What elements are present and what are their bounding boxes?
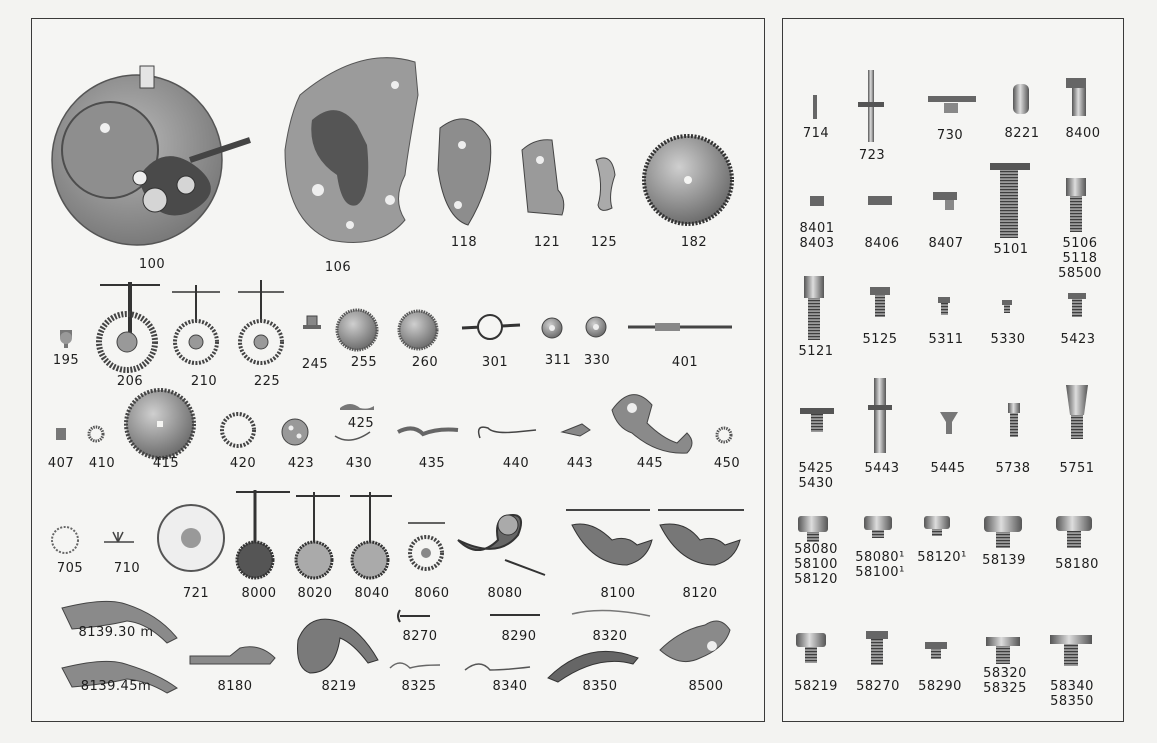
part-number-r58340 <box>1050 679 1094 709</box>
part-number-p423: 423 <box>287 456 315 471</box>
part-number-p330: 330 <box>583 353 611 368</box>
part-number-p106: 106 <box>324 260 352 275</box>
part-407 <box>56 428 66 440</box>
part-number-p210: 210 <box>190 374 218 389</box>
part-number-p311: 311 <box>544 353 572 368</box>
part-number-r5125: 5125 <box>862 332 898 347</box>
part-number-line: 58080¹ <box>855 550 905 565</box>
part-423 <box>282 419 308 445</box>
part-number-p425: 425 <box>347 416 375 431</box>
part-number-r58080 <box>794 542 838 587</box>
part-number-p450: 450 <box>713 456 741 471</box>
part-number-p118: 118 <box>450 235 478 250</box>
screw-8221 <box>1013 84 1029 114</box>
part-number-p8060: 8060 <box>414 586 450 601</box>
part-number-r58180: 58180 <box>1055 557 1099 572</box>
part-number-line: 58080 <box>794 542 838 557</box>
part-number-r5443: 5443 <box>864 461 900 476</box>
part-number-p8290: 8290 <box>501 629 537 644</box>
screw-8401 <box>810 196 824 206</box>
part-number-p8350: 8350 <box>582 679 618 694</box>
part-number-r5751: 5751 <box>1059 461 1095 476</box>
part-number-p195: 195 <box>52 353 80 368</box>
part-number-p445: 445 <box>636 456 664 471</box>
part-number-p401: 401 <box>671 355 699 370</box>
screw-8406 <box>868 196 892 205</box>
part-number-p8100: 8100 <box>600 586 636 601</box>
part-number-p705: 705 <box>56 561 84 576</box>
part-number-p8219: 8219 <box>321 679 357 694</box>
part-number-r5311: 5311 <box>928 332 964 347</box>
part-number-p8340: 8340 <box>492 679 528 694</box>
part-number-r5106 <box>1058 236 1102 281</box>
part-number-r730: 730 <box>936 128 964 143</box>
wheel-260 <box>399 311 437 349</box>
part-number-p8120: 8120 <box>682 586 718 601</box>
part-number-r723: 723 <box>858 148 886 163</box>
part-number-line: 58340 <box>1050 679 1094 694</box>
part-number-p125: 125 <box>590 235 618 250</box>
part-number-r5738: 5738 <box>995 461 1031 476</box>
part-number-p8040: 8040 <box>354 586 390 601</box>
part-number-p245: 245 <box>301 357 329 372</box>
part-number-p420: 420 <box>229 456 257 471</box>
part-number-r714: 714 <box>802 126 830 141</box>
part-311 <box>542 318 562 338</box>
part-number-p255: 255 <box>350 355 378 370</box>
part-number-r58120b: 58120¹ <box>917 550 967 565</box>
part-number-p415: 415 <box>152 456 180 471</box>
part-number-line: 58320 <box>983 666 1027 681</box>
part-number-p182: 182 <box>680 235 708 250</box>
part-number-p8500: 8500 <box>688 679 724 694</box>
part-number-p8320: 8320 <box>592 629 628 644</box>
part-number-p440: 440 <box>502 456 530 471</box>
part-number-p435: 435 <box>418 456 446 471</box>
part-number-p8020: 8020 <box>297 586 333 601</box>
part-number-p8139_45: 8139.45m <box>80 679 152 694</box>
part-number-r5445: 5445 <box>930 461 966 476</box>
part-number-p121: 121 <box>533 235 561 250</box>
part-number-line: 8401 <box>799 221 835 236</box>
part-number-r5101: 5101 <box>993 242 1029 257</box>
part-number-r8221: 8221 <box>1004 126 1040 141</box>
part-number-r8400: 8400 <box>1065 126 1101 141</box>
part-number-line: 58100¹ <box>855 565 905 580</box>
part-number-r5121: 5121 <box>798 344 834 359</box>
part-number-r58219: 58219 <box>794 679 838 694</box>
part-number-r8407: 8407 <box>928 236 964 251</box>
part-number-r5330: 5330 <box>990 332 1026 347</box>
part-330 <box>586 317 606 337</box>
part-number-p8080: 8080 <box>487 586 523 601</box>
part-number-line: 58100 <box>794 557 838 572</box>
part-number-p100: 100 <box>138 257 166 272</box>
part-number-r58139: 58139 <box>982 553 1026 568</box>
part-number-line: 58350 <box>1050 694 1094 709</box>
parts-panel-screws <box>782 18 1124 722</box>
part-number-p443: 443 <box>566 456 594 471</box>
part-number-p410: 410 <box>88 456 116 471</box>
part-number-line: 5106 <box>1062 236 1098 251</box>
part-number-p407: 407 <box>47 456 75 471</box>
part-number-line: 8403 <box>799 236 835 251</box>
part-number-p225: 225 <box>253 374 281 389</box>
part-number-r8406: 8406 <box>864 236 900 251</box>
dial-721 <box>158 505 224 571</box>
part-number-r5423: 5423 <box>1060 332 1096 347</box>
part-number-r5425 <box>798 461 833 491</box>
screw-714 <box>813 95 817 119</box>
part-number-p8270: 8270 <box>402 629 438 644</box>
part-number-line: 58500 <box>1058 266 1102 281</box>
part-number-line: 5430 <box>798 476 834 491</box>
wheel-415 <box>126 390 194 458</box>
part-number-r8401 <box>799 221 834 251</box>
part-number-r58320 <box>983 666 1027 696</box>
part-number-p8000: 8000 <box>241 586 277 601</box>
part-number-p8325: 8325 <box>401 679 437 694</box>
wheel-182 <box>644 136 732 224</box>
part-number-r58270: 58270 <box>856 679 900 694</box>
part-number-line: 5118 <box>1062 251 1098 266</box>
wheel-255 <box>337 310 377 350</box>
part-number-p8180: 8180 <box>217 679 253 694</box>
part-number-r58080b <box>855 550 905 580</box>
part-number-line: 58120 <box>794 572 838 587</box>
part-number-line: 5425 <box>798 461 834 476</box>
part-number-p710: 710 <box>113 561 141 576</box>
part-number-p301: 301 <box>481 355 509 370</box>
part-number-r58290: 58290 <box>918 679 962 694</box>
part-number-p721: 721 <box>182 586 210 601</box>
part-number-line: 58325 <box>983 681 1027 696</box>
part-number-p260: 260 <box>411 355 439 370</box>
part-number-p430: 430 <box>345 456 373 471</box>
part-number-p8139_30: 8139.30 m <box>78 625 154 640</box>
part-number-p206: 206 <box>116 374 144 389</box>
